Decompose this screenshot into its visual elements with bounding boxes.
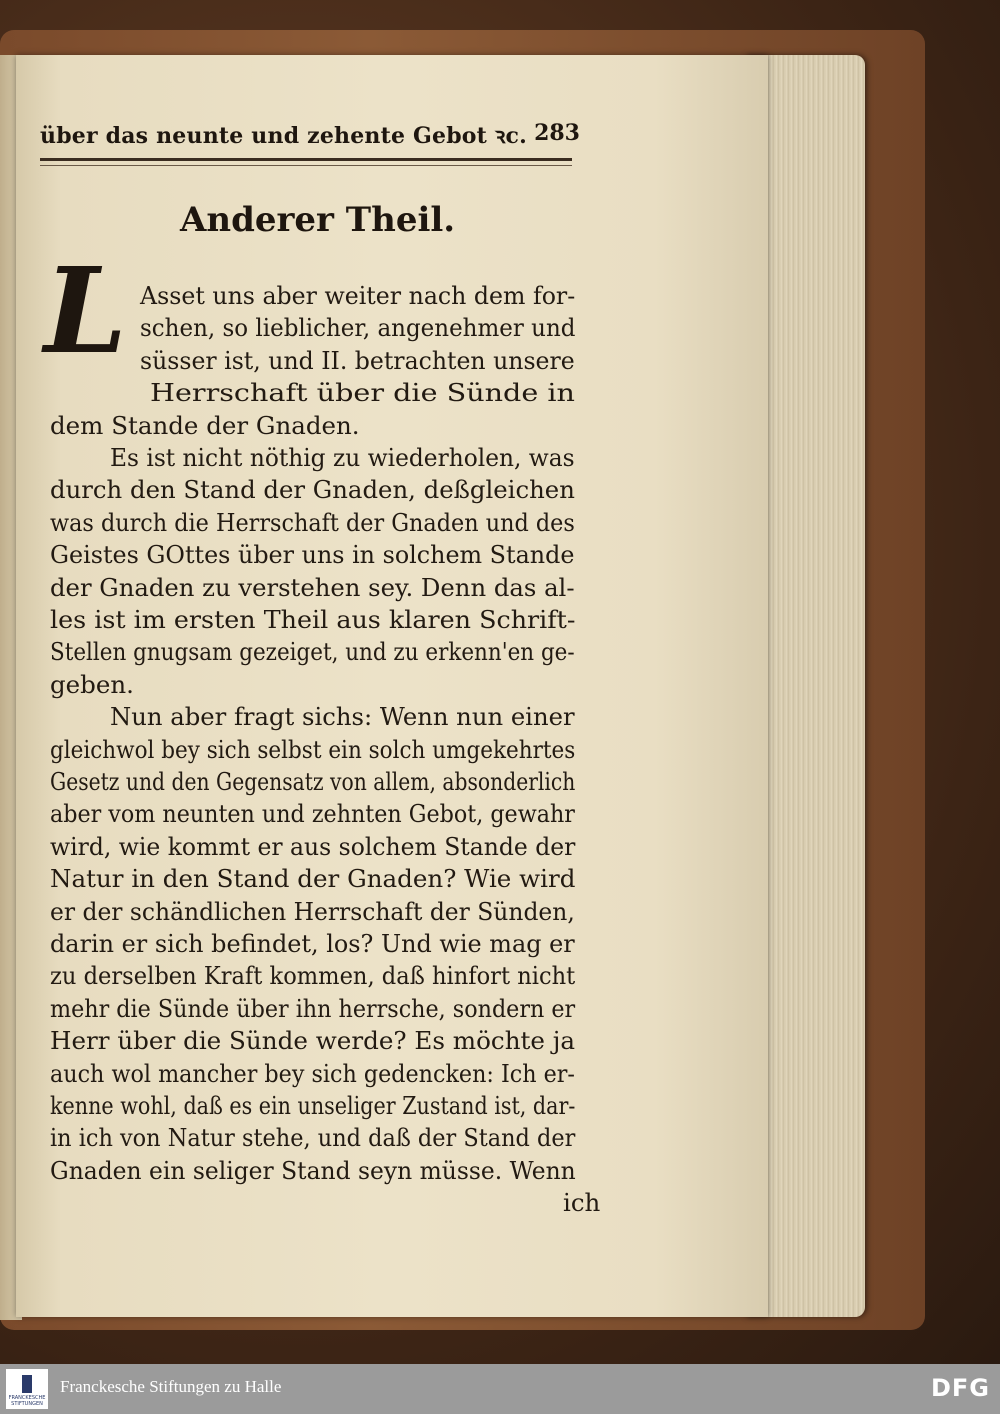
text-line: aber vom neunten und zehnten Gebot, gewahr [50, 799, 575, 829]
footer-bar [0, 1364, 1000, 1414]
text-line: was durch die Herrschaft der Gnaden und des [50, 507, 575, 537]
text-line: les ist im ersten Theil aus klaren Schrift- [50, 605, 576, 634]
text-line: Geistes GOttes über uns in solchem Stande [50, 540, 575, 570]
text-line: Nun aber fragt sichs: Wenn nun einer [110, 702, 575, 732]
text-line: Natur in den Stand der Gnaden? Wie wird [50, 864, 576, 894]
text-line: mehr die Sünde über ihn herrsche, sondern er [50, 993, 576, 1023]
logo-text: FRANCKESCHE STIFTUNGEN [8, 1395, 46, 1407]
text-line: er der schändlichen Herrschaft der Sünden, [50, 896, 575, 926]
text-line: Herr über die Sünde werde? Es möchte ja [50, 1026, 576, 1056]
text-line: Gnaden ein seliger Stand seyn müsse. Wenn [50, 1155, 576, 1185]
text-line: zu derselben Kraft kommen, daß hinfort nicht [50, 961, 576, 991]
text-line: der Gnaden zu verstehen sey. Denn das al- [50, 572, 575, 602]
logo-emblem-icon [22, 1375, 32, 1393]
text-line: Stellen gnugsam gezeiget, und zu erkenn'en ge- [50, 637, 575, 667]
header-rule [40, 158, 572, 161]
page-number: 283 [534, 120, 580, 146]
catchword: ich [563, 1188, 601, 1218]
header-rule-thin [40, 165, 572, 166]
text-line: wird, wie kommt er aus solchem Stande der [50, 831, 576, 861]
running-head [40, 120, 580, 156]
running-head-title: über das neunte und zehente Gebot ꝛc. [40, 123, 527, 149]
text-line: dem Stande der Gnaden. [50, 410, 360, 440]
text-line: Herrschaft über die Sünde in [150, 378, 576, 408]
text-line: darin er sich befindet, los? Und wie mag er [50, 929, 575, 958]
institution-name: Franckesche Stiftungen zu Halle [60, 1377, 282, 1396]
text-line: Gesetz und den Gegensatz von allem, absonderlich [50, 767, 576, 796]
text-line: gleichwol bey sich selbst ein solch umgekehrtes [50, 734, 576, 764]
text-line: geben. [50, 669, 134, 699]
drop-cap: L [44, 241, 127, 380]
text-line: durch den Stand der Gnaden, deßgleichen [50, 475, 575, 505]
text-line: in ich von Natur stehe, und daß der Stand der [50, 1123, 576, 1153]
text-line: Es ist nicht nöthig zu wiederholen, was [110, 443, 575, 472]
dfg-logo[interactable]: DFG [930, 1374, 990, 1402]
text-line: auch wol mancher bey sich gedencken: Ich er- [50, 1058, 575, 1088]
text-line: schen, so lieblicher, angenehmer und [140, 313, 576, 343]
franckesche-logo[interactable] [6, 1369, 48, 1409]
text-line: Asset uns aber weiter nach dem for- [140, 281, 576, 310]
text-line: süsser ist, und II. betrachten unsere [140, 345, 575, 375]
text-line: kenne wohl, daß es ein unseliger Zustand ist, dar- [50, 1091, 576, 1120]
section-heading: Anderer Theil. [180, 200, 456, 240]
